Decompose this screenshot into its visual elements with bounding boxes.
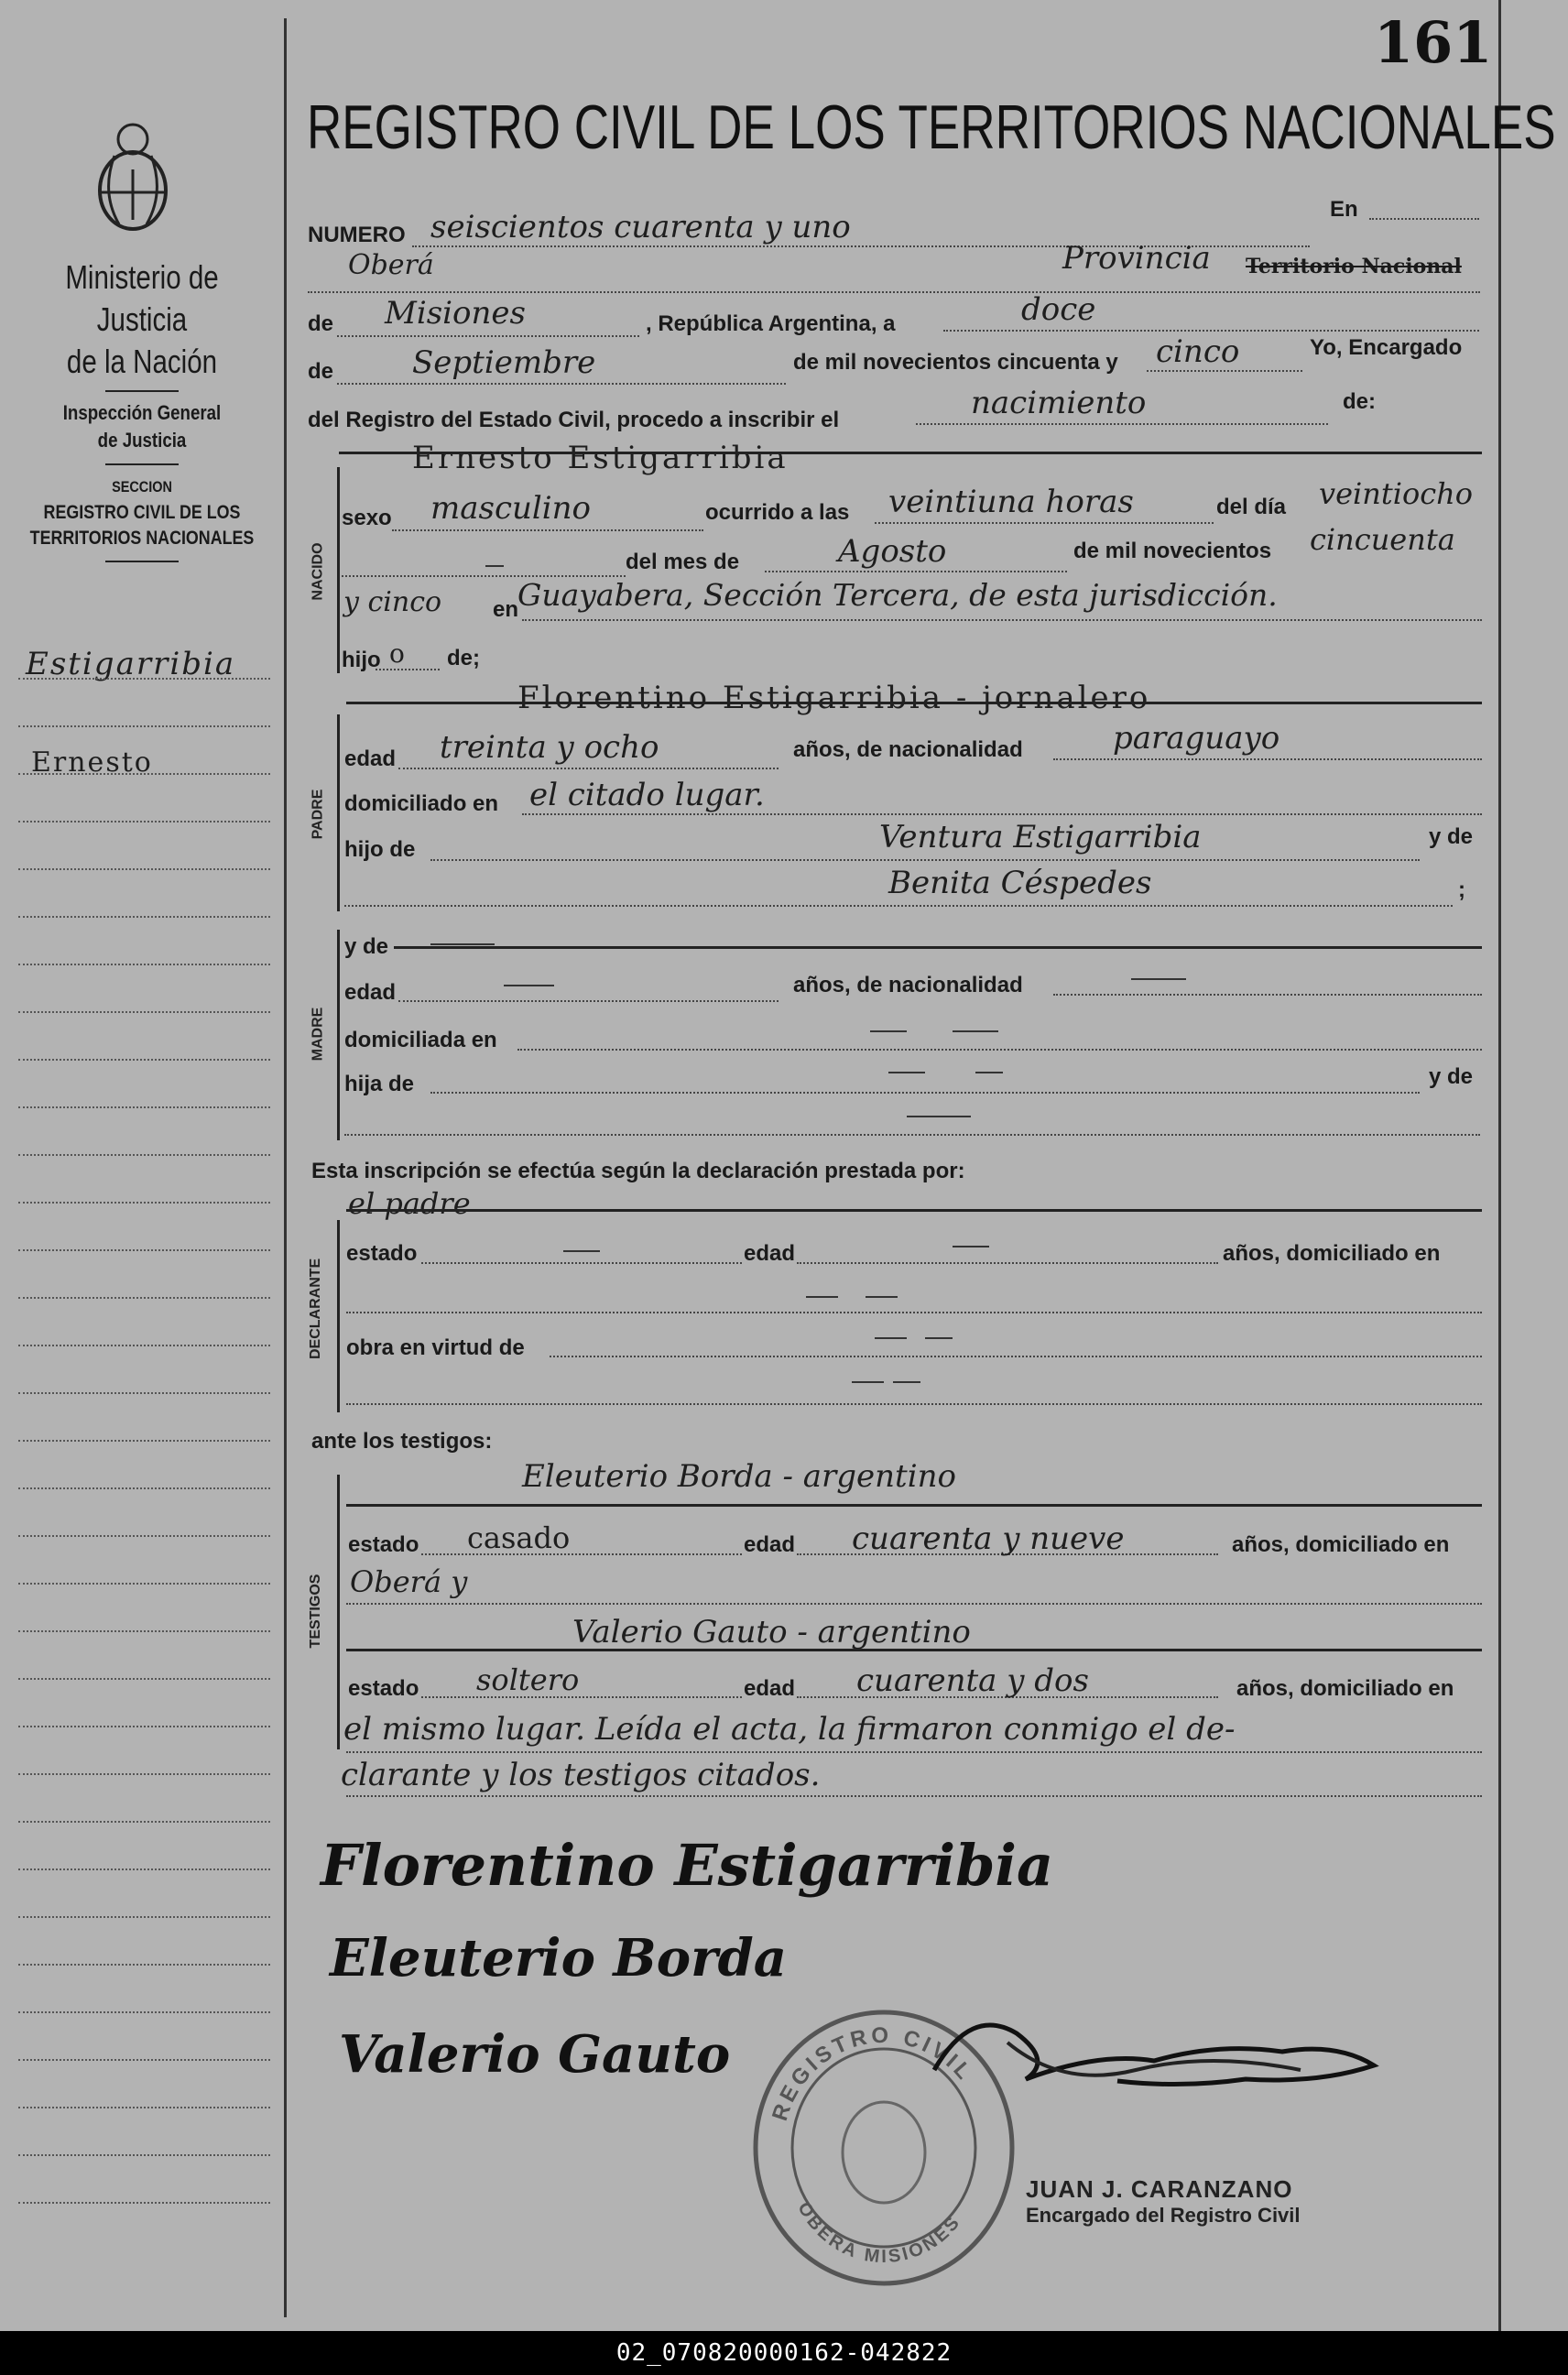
hijo-label: hijo — [342, 648, 381, 672]
testigo-2-anos-label: años, domiciliado en — [1236, 1676, 1454, 1701]
hijo-de-label: de; — [447, 646, 480, 670]
officer-title: Encargado del Registro Civil — [1026, 2204, 1301, 2227]
ministry-line-2: de la Nación — [66, 343, 218, 380]
dash-mark — [866, 1296, 898, 1298]
section-line-2: REGISTRO CIVIL DE LOS — [43, 502, 241, 523]
year-line — [1147, 370, 1302, 372]
signature-florentino: Florentino Estigarribia — [321, 1832, 1054, 1899]
sidebar-rule — [105, 561, 179, 562]
hour-line — [875, 522, 1214, 524]
section-line-1: SECCION — [112, 478, 172, 496]
dash-mark — [975, 1072, 1003, 1073]
sexo-value: masculino — [430, 490, 592, 527]
dash-mark — [893, 1381, 920, 1383]
margin-ruled-line — [18, 2011, 270, 2013]
mes-label: del mes de — [626, 550, 740, 574]
padre-semicolon: ; — [1458, 877, 1465, 902]
en-born-label: en — [493, 597, 519, 622]
margin-ruled-line — [18, 1916, 270, 1918]
year-value: cinco — [1156, 333, 1240, 370]
ministry-title — [26, 256, 258, 383]
margin-ruled-line — [18, 2059, 270, 2061]
dash-mark — [953, 1030, 998, 1032]
declaracion-intro: Esta inscripción se efectúa según la declaración prestada por: — [311, 1159, 965, 1183]
coat-of-arms-icon — [92, 119, 174, 238]
declarante-label: DECLARANTE — [308, 1258, 323, 1359]
testigo-2-edad-label: edad — [744, 1676, 796, 1701]
testigo-2-edad: cuarenta y dos — [856, 1662, 1089, 1699]
nacido-bracket — [337, 467, 340, 673]
declarante-estado-line — [421, 1262, 742, 1264]
testigo-1-estado: casado — [467, 1520, 571, 1555]
margin-ruled-line — [18, 2107, 270, 2108]
day-value: doce — [1021, 291, 1096, 328]
margin-ruled-line — [18, 916, 270, 918]
testigos-intro: ante los testigos: — [311, 1429, 493, 1454]
margin-ruled-line — [18, 1345, 270, 1346]
margin-ruled-line — [18, 868, 270, 870]
margin-ruled-line — [18, 1487, 270, 1489]
margin-ruled-line — [18, 964, 270, 965]
margin-ruled-line — [18, 2154, 270, 2156]
hijo-value: o — [389, 638, 405, 669]
madre-domicilio-line — [517, 1049, 1482, 1051]
month-line — [337, 383, 786, 385]
en-line — [1369, 218, 1479, 220]
section-title — [21, 474, 263, 551]
margin-ruled-line — [18, 1154, 270, 1156]
sidebar-surname: Estigarribia — [26, 646, 236, 682]
obra-line-2 — [346, 1403, 1482, 1405]
margin-ruled-line — [18, 1535, 270, 1537]
padre-domicilio-value: el citado lugar. — [529, 777, 765, 813]
declarante-value: el padre — [348, 1186, 471, 1221]
testigo-1-domicilio-line — [346, 1603, 1482, 1605]
dash-mark — [907, 1116, 971, 1117]
officer-stamp — [1026, 2175, 1301, 2228]
madre-nationality-line — [1053, 994, 1482, 996]
nationality-line — [1053, 758, 1482, 760]
sidebar-rule — [105, 390, 179, 392]
section-rule — [346, 702, 1482, 704]
margin-ruled-line — [18, 1440, 270, 1442]
del-dia-label: del día — [1216, 495, 1287, 519]
page-number: 161 — [1374, 9, 1493, 76]
mil-label: de mil novecientos — [1073, 539, 1272, 563]
footer-code: 02_070820000162-042822 — [0, 2331, 1568, 2375]
madre-bracket — [337, 930, 340, 1140]
testigo-2-estado: soltero — [476, 1662, 580, 1697]
locality-line — [308, 291, 1480, 293]
dash-mark — [852, 1381, 884, 1383]
hijo-de-label-padre: hijo de — [344, 837, 416, 862]
place-line — [522, 619, 1482, 621]
margin-ruled-line — [18, 1773, 270, 1775]
padre-father: Ventura Estigarribia — [879, 819, 1202, 855]
madre-y-de-end: y de — [1429, 1064, 1474, 1089]
madre-domicilio-label: domiciliada en — [344, 1028, 497, 1052]
margin-ruled-line — [18, 725, 270, 727]
month-born-line — [765, 571, 1067, 572]
madre-y-de: y de — [344, 934, 389, 959]
margin-ruled-line — [18, 1059, 270, 1061]
nacido-label: NACIDO — [310, 542, 326, 601]
declarante-edad-line — [797, 1262, 1218, 1264]
section-rule — [346, 1209, 1482, 1212]
inspection-title — [21, 399, 263, 454]
testigo-1-estado-label: estado — [348, 1532, 419, 1557]
margin-ruled-line — [18, 1630, 270, 1632]
testigo-1-domicilio: Oberá y — [350, 1564, 468, 1599]
dash-mark — [563, 1250, 600, 1252]
padre-mother: Benita Céspedes — [888, 865, 1152, 901]
signature-valerio: Valerio Gauto — [339, 2024, 731, 2085]
provincia-value: Provincia — [1062, 240, 1211, 277]
margin-ruled-line — [18, 821, 270, 823]
dash-mark — [430, 943, 495, 945]
padre-name: Florentino Estigarribia - jornalero — [517, 680, 1151, 716]
place-value: Guayabera, Sección Tercera, de esta jurisdicción. — [517, 577, 1278, 613]
margin-ruled-line — [18, 2202, 270, 2204]
margin-divider — [284, 18, 287, 2317]
testigo-1-edad: cuarenta y nueve — [852, 1520, 1125, 1557]
registro-text: del Registro del Estado Civil, procedo a inscribir el — [308, 408, 840, 432]
obra-label: obra en virtud de — [346, 1335, 525, 1360]
declarante-bracket — [337, 1220, 340, 1412]
edad-line — [398, 768, 779, 769]
section-rule — [346, 1649, 1482, 1651]
madre-anos-label: años, de nacionalidad — [793, 973, 1023, 997]
signature-eleuterio: Eleuterio Borda — [330, 1928, 788, 1988]
dash-mark — [504, 985, 554, 986]
document-title: REGISTRO CIVIL DE LOS TERRITORIOS NACIONALES — [307, 93, 1556, 162]
margin-ruled-line — [18, 1249, 270, 1251]
de-colon: de: — [1343, 389, 1376, 414]
domicilio-line — [522, 813, 1482, 815]
month-born-value: Agosto — [838, 533, 947, 570]
right-border — [1498, 0, 1501, 2331]
margin-ruled-line — [18, 1297, 270, 1299]
dash-mark — [875, 1337, 907, 1339]
closing-line-2-rule — [346, 1795, 1482, 1797]
margin-ruled-line — [18, 678, 270, 680]
closing-line-1-rule — [346, 1751, 1482, 1753]
year-phrase: de mil novecientos cincuenta y — [793, 350, 1118, 375]
testigo-2-estado-line — [421, 1696, 742, 1698]
margin-ruled-line — [18, 773, 270, 775]
padre-nationality: paraguayo — [1113, 720, 1280, 757]
province-line — [337, 335, 639, 337]
padre-edad-value: treinta y ocho — [440, 729, 659, 766]
republica-label: , República Argentina, a — [646, 311, 896, 336]
en-label: En — [1330, 197, 1358, 222]
dash-mark — [953, 1246, 989, 1247]
testigo-1-anos-label: años, domiciliado en — [1232, 1532, 1450, 1557]
domicilio-label: domiciliado en — [344, 791, 499, 816]
de-label: de — [308, 311, 334, 336]
closing-line-2: clarante y los testigos citados. — [341, 1757, 821, 1793]
encargado-text: Yo, Encargado — [1310, 335, 1463, 360]
act-line — [916, 423, 1328, 425]
ocurrido-label: ocurrido a las — [705, 500, 850, 525]
obra-line — [550, 1356, 1482, 1357]
year-born-value-2: y cinco — [343, 586, 442, 618]
madre-edad-line — [398, 1000, 779, 1002]
province-value: Misiones — [385, 295, 526, 332]
closing-line-1: el mismo lugar. Leída el acta, la firmaron conmigo el de- — [343, 1711, 1236, 1748]
father-of-father-line — [430, 859, 1420, 861]
padre-anos-label: años, de nacionalidad — [793, 737, 1023, 762]
locality-value: Oberá — [348, 249, 434, 281]
officer-name: JUAN J. CARANZANO — [1026, 2175, 1293, 2203]
testigo-1-edad-label: edad — [744, 1532, 796, 1557]
margin-ruled-line — [18, 1678, 270, 1680]
padre-bracket — [337, 714, 340, 911]
numero-value: seiscientos cuarenta y uno — [430, 209, 851, 245]
inspection-line-1: Inspección General — [62, 401, 222, 424]
ministry-line-1: Ministerio de Justicia — [65, 258, 219, 338]
month-value: Septiembre — [412, 344, 596, 381]
dash-mark — [485, 565, 504, 567]
testigo-2-name: Valerio Gauto - argentino — [572, 1614, 971, 1651]
margin-ruled-line — [18, 1202, 270, 1204]
numero-label: NUMERO — [308, 223, 406, 247]
sidebar-given-name: Ernesto — [31, 746, 153, 779]
madre-hija-label: hija de — [344, 1072, 415, 1096]
testigo-2-estado-label: estado — [348, 1676, 419, 1701]
year-born-value: cincuenta — [1310, 522, 1455, 557]
madre-hija-line — [430, 1092, 1420, 1094]
padre-y-de: y de — [1429, 824, 1474, 849]
madre-label: MADRE — [310, 1007, 326, 1062]
declarante-edad-label: edad — [744, 1241, 796, 1266]
sidebar-rule — [105, 463, 179, 465]
nacido-name: Ernesto Estigarribia — [412, 440, 789, 476]
dash-mark — [1131, 978, 1186, 980]
margin-ruled-line — [18, 1868, 270, 1870]
territorio-struck: Territorio Nacional — [1246, 255, 1462, 278]
testigo-1-name: Eleuterio Borda - argentino — [522, 1458, 956, 1495]
margin-ruled-line — [18, 1821, 270, 1823]
section-line-3: TERRITORIOS NACIONALES — [29, 528, 255, 549]
de-label-2: de — [308, 359, 334, 384]
testigos-bracket — [337, 1475, 340, 1749]
margin-ruled-line — [18, 1964, 270, 1966]
edad-label: edad — [344, 746, 397, 771]
day-born-value: veintiocho — [1319, 476, 1474, 511]
day-line — [943, 330, 1479, 332]
section-rule — [394, 946, 1482, 949]
dash-mark — [888, 1072, 925, 1073]
testigos-label: TESTIGOS — [308, 1574, 323, 1649]
inspection-line-2: de Justicia — [97, 429, 187, 452]
mother-of-father-line — [344, 905, 1453, 907]
madre-last-line — [344, 1134, 1480, 1136]
declarante-domicilio-line — [346, 1312, 1482, 1313]
seal-text-bottom: OBERÁ MISIONES — [793, 2198, 965, 2268]
madre-edad-label: edad — [344, 980, 397, 1005]
section-rule — [339, 452, 1482, 454]
hijo-line — [376, 669, 440, 670]
dash-mark — [870, 1030, 907, 1032]
sexo-label: sexo — [342, 506, 392, 530]
section-rule — [346, 1504, 1482, 1507]
encargado-signature-icon — [916, 1997, 1392, 2116]
margin-ruled-line — [18, 1106, 270, 1108]
margin-ruled-line — [18, 1583, 270, 1585]
act-value: nacimiento — [971, 385, 1147, 421]
declarante-estado-label: estado — [346, 1241, 418, 1266]
padre-label: PADRE — [310, 789, 326, 840]
svg-text:OBERÁ MISIONES — [793, 2199, 964, 2268]
margin-ruled-line — [18, 1392, 270, 1394]
sexo-line — [392, 529, 703, 531]
margin-ruled-line — [18, 1011, 270, 1013]
dash-mark — [925, 1337, 953, 1339]
declarante-anos-label: años, domiciliado en — [1223, 1241, 1441, 1266]
margin-ruled-line — [18, 1726, 270, 1727]
seal-text-top: REGISTRO CIVIL — [767, 2022, 978, 2124]
dash-mark — [806, 1296, 838, 1298]
hour-value: veintiuna horas — [888, 484, 1134, 520]
